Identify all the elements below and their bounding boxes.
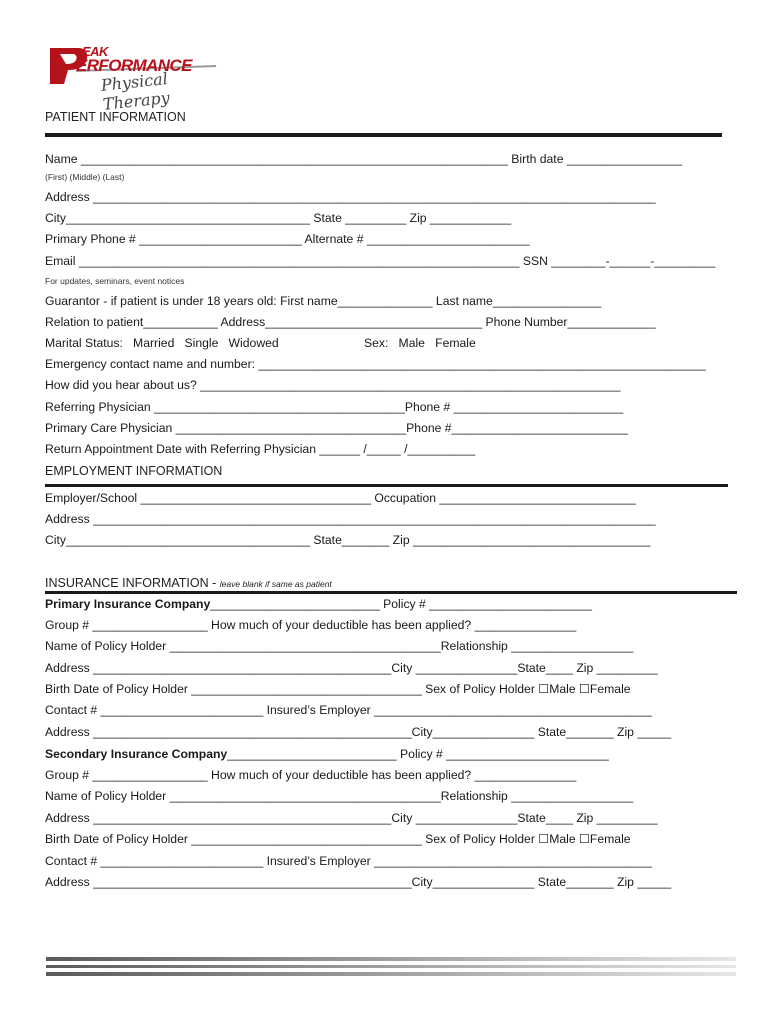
logo-text-performance: ERFORMANCE bbox=[76, 56, 192, 75]
policy-holder-field-secondary[interactable]: Name of Policy Holder ________________________________________Relationship __________________ bbox=[45, 789, 634, 803]
insurance-address-field[interactable]: Address ____________________________________________City _______________State____ Zip _________ bbox=[45, 661, 658, 675]
address-field[interactable]: Address ___________________________________________________________________________________ bbox=[45, 190, 656, 204]
insurance-title-note: leave blank if same as patient bbox=[219, 579, 332, 589]
patient-section-title: PATIENT INFORMATION bbox=[45, 110, 186, 124]
holder-birth-sex-field[interactable]: Birth Date of Policy Holder __________________________________ Sex of Policy Holder ☐Male ☐Female bbox=[45, 682, 631, 696]
name-field[interactable]: Name _______________________________________________________________ Birth date _________________ bbox=[45, 152, 683, 166]
section-divider bbox=[45, 133, 722, 137]
insurance-title-text: INSURANCE INFORMATION bbox=[45, 576, 209, 590]
secondary-insurance-label: Secondary Insurance Company bbox=[45, 747, 228, 761]
secondary-insurance-blanks: _________________________ Policy # ________________________ bbox=[227, 747, 609, 761]
insurance-section-title: INSURANCE INFORMATION - leave blank if same as patient bbox=[45, 576, 332, 590]
holder-birth-sex-field-secondary[interactable]: Birth Date of Policy Holder __________________________________ Sex of Policy Holder ☐Male ☐Female bbox=[45, 832, 631, 846]
footer-stripes bbox=[46, 955, 736, 979]
employer-address-field-secondary[interactable]: Address _______________________________________________City_______________ State_______ Zip _____ bbox=[45, 875, 672, 889]
primary-insurance-label: Primary Insurance Company bbox=[45, 597, 211, 611]
relation-field[interactable]: Relation to patient___________ Address________________________________ Phone Number_____________ bbox=[45, 315, 656, 329]
employer-field[interactable]: Employer/School __________________________________ Occupation _____________________________ bbox=[45, 491, 636, 505]
company-logo bbox=[46, 44, 222, 114]
insurance-address-field-secondary[interactable]: Address ____________________________________________City _______________State____ Zip _________ bbox=[45, 811, 658, 825]
secondary-insurance-field[interactable] bbox=[45, 747, 609, 761]
employment-address-field[interactable]: Address ___________________________________________________________________________________ bbox=[45, 512, 656, 526]
phone-field[interactable]: Primary Phone # ________________________ Alternate # ________________________ bbox=[45, 232, 530, 246]
primary-insurance-field[interactable] bbox=[45, 597, 592, 611]
contact-employer-field-secondary[interactable]: Contact # ________________________ Insured’s Employer _________________________________________ bbox=[45, 854, 652, 868]
group-field[interactable]: Group # _________________ How much of your deductible has been applied? _______________ bbox=[45, 618, 577, 632]
employment-section-title: EMPLOYMENT INFORMATION bbox=[45, 464, 223, 478]
employer-address-field[interactable]: Address _______________________________________________City_______________ State_______ Zip _____ bbox=[45, 725, 672, 739]
email-hint: For updates, seminars, event notices bbox=[45, 276, 185, 286]
guarantor-field[interactable]: Guarantor - if patient is under 18 years old: First name______________ Last name________________ bbox=[45, 294, 602, 308]
name-hint: (First) (Middle) (Last) bbox=[45, 172, 125, 182]
email-ssn-field[interactable]: Email _________________________________________________________________ SSN ________-______-_________ bbox=[45, 254, 716, 268]
marital-status-options[interactable]: Marital Status: Married Single Widowed bbox=[45, 336, 279, 350]
referring-physician-field[interactable]: Referring Physician _____________________________________Phone # _________________________ bbox=[45, 400, 624, 414]
employment-city-field[interactable]: City____________________________________ State_______ Zip ___________________________________ bbox=[45, 533, 651, 547]
referral-source-field[interactable]: How did you hear about us? ______________________________________________________________ bbox=[45, 378, 621, 392]
city-state-zip-field[interactable]: City____________________________________ State _________ Zip ____________ bbox=[45, 211, 512, 225]
contact-employer-field[interactable]: Contact # ________________________ Insured’s Employer _________________________________________ bbox=[45, 703, 652, 717]
sex-options[interactable]: Sex: Male Female bbox=[364, 336, 476, 350]
group-field-secondary[interactable]: Group # _________________ How much of your deductible has been applied? _______________ bbox=[45, 768, 577, 782]
section-divider bbox=[45, 591, 737, 594]
section-divider bbox=[45, 484, 728, 487]
return-appointment-field[interactable]: Return Appointment Date with Referring Physician ______ /_____ /__________ bbox=[45, 442, 476, 456]
emergency-contact-field[interactable]: Emergency contact name and number: __________________________________________________________________ bbox=[45, 357, 706, 371]
logo-text-physical-therapy: Physical Therapy bbox=[100, 68, 171, 114]
primary-care-field[interactable]: Primary Care Physician __________________________________Phone #__________________________ bbox=[45, 421, 628, 435]
policy-holder-field[interactable]: Name of Policy Holder ________________________________________Relationship __________________ bbox=[45, 639, 634, 653]
logo-text-peak: EAK bbox=[82, 44, 108, 59]
primary-insurance-blanks: _________________________ Policy # ________________________ bbox=[210, 597, 592, 611]
